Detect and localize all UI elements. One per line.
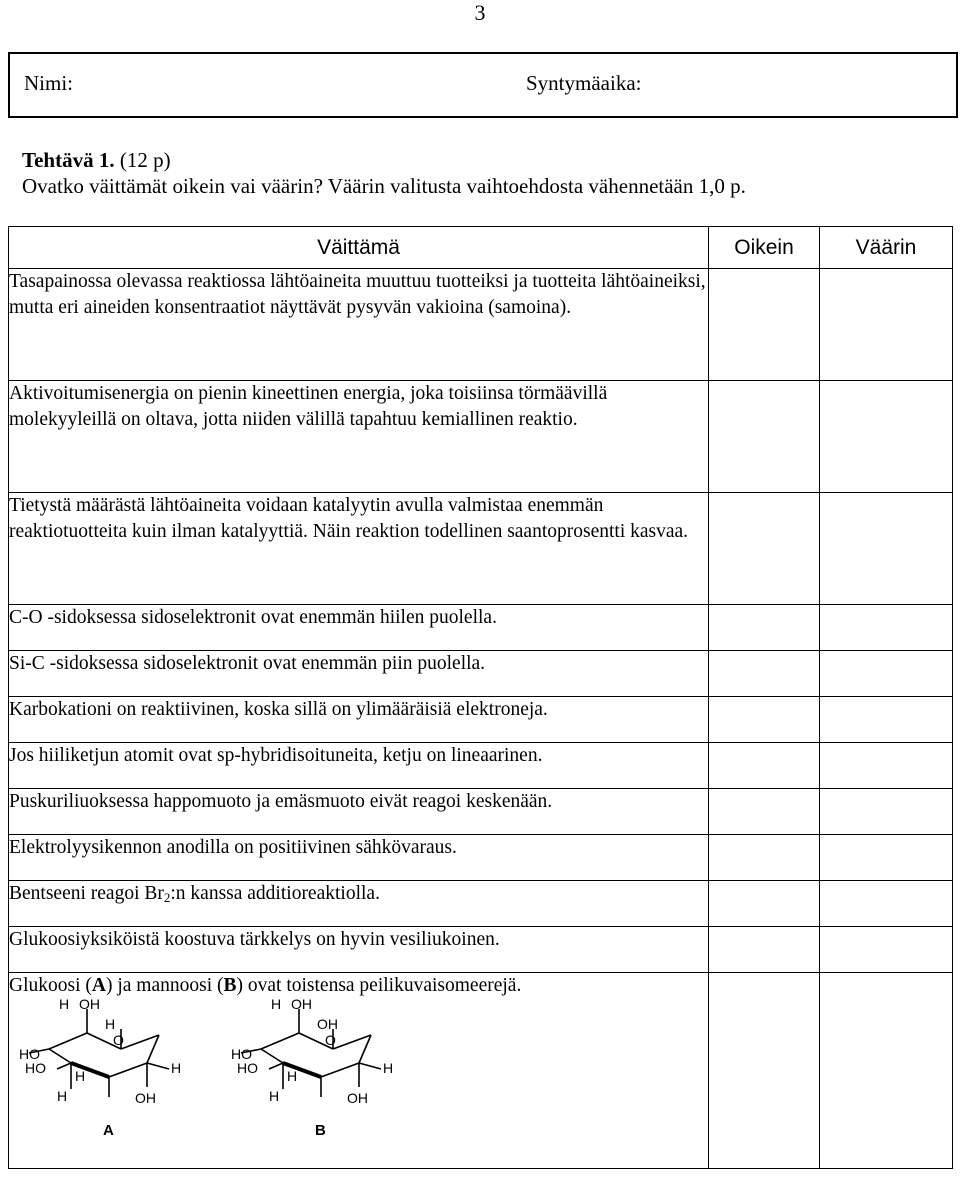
answer-true-cell[interactable] (709, 743, 820, 789)
answer-false-cell[interactable] (820, 697, 953, 743)
table-row (9, 881, 953, 927)
substituent-bond (359, 1063, 381, 1069)
atom-label: O (113, 1032, 124, 1048)
answer-true-cell[interactable] (709, 269, 820, 381)
statement-text (9, 973, 709, 1169)
statement-text: Aktivoitumisenergia on pienin kineettinen energia, joka toisiinsa törmäävillä molekyyleillä on oltava, jotta niiden välillä tapahtuu kemiallinen reaktio. (9, 381, 709, 493)
answer-true-cell[interactable] (709, 835, 820, 881)
table-row (9, 605, 953, 651)
statements-table (8, 226, 953, 1169)
statement-text: Karbokationi on reaktiivinen, koska sillä on ylimääräisiä elektroneja. (9, 697, 709, 743)
statement-text-part: Bentseeni reagoi Br (9, 883, 164, 904)
structure-b (231, 999, 393, 1139)
statement-text-part: :n kanssa additioreaktiolla. (170, 883, 380, 904)
header-false: Väärin (820, 227, 953, 269)
table-row (9, 835, 953, 881)
answer-true-cell[interactable] (709, 973, 820, 1169)
structure-letter-b: B (315, 1122, 326, 1139)
answer-true-cell[interactable] (709, 605, 820, 651)
atom-label: OH (317, 1016, 338, 1032)
answer-false-cell[interactable] (820, 743, 953, 789)
atom-label: H (57, 1088, 68, 1104)
statement-text: C-O -sidoksessa sidoselektronit ovat enemmän hiilen puolella. (9, 605, 709, 651)
substituent-bond (57, 1063, 71, 1069)
statement-text (9, 881, 709, 927)
answer-true-cell[interactable] (709, 881, 820, 927)
ring-bond (261, 1049, 283, 1063)
answer-false-cell[interactable] (820, 927, 953, 973)
task-points: (12 p) (119, 148, 171, 172)
name-label: Nimi: (24, 71, 74, 95)
statement-text-part: ) ja mannoosi ( (105, 975, 224, 996)
page-number: 3 (474, 0, 486, 25)
atom-label: OH (291, 999, 312, 1012)
task-instruction: Ovatko väittämät oikein vai väärin? Väärin valitusta vaihtoehdosta vähennetään 1,0 p. (22, 174, 746, 198)
answer-true-cell[interactable] (709, 697, 820, 743)
statement-text: Puskuriliuoksessa happomuoto ja emäsmuoto eivät reagoi keskenään. (9, 789, 709, 835)
answer-false-cell[interactable] (820, 493, 953, 605)
answer-true-cell[interactable] (709, 381, 820, 493)
atom-label: H (59, 999, 70, 1012)
substituent-bond (147, 1063, 169, 1069)
label-a: A (91, 975, 106, 996)
table-row (9, 927, 953, 973)
table-row (9, 789, 953, 835)
statement-line (9, 973, 708, 999)
header-true: Oikein (709, 227, 820, 269)
answer-true-cell[interactable] (709, 927, 820, 973)
statement-text-part: Glukoosi ( (9, 975, 92, 996)
structure-letter-a: A (103, 1122, 114, 1139)
table-row (9, 973, 953, 1169)
atom-label: H (383, 1060, 394, 1076)
table-row (9, 743, 953, 789)
task-title (22, 148, 171, 173)
answer-false-cell[interactable] (820, 381, 953, 493)
birthdate-label: Syntymäaika: (526, 71, 642, 95)
table-row (9, 269, 953, 381)
atom-label: O (325, 1032, 336, 1048)
atom-label: OH (79, 999, 100, 1012)
atom-label: OH (135, 1090, 156, 1106)
atom-label: H (269, 1088, 280, 1104)
answer-false-cell[interactable] (820, 973, 953, 1169)
answer-false-cell[interactable] (820, 789, 953, 835)
table-row (9, 651, 953, 697)
subscript: 2 (163, 890, 171, 905)
substituent-bond (269, 1063, 283, 1069)
atom-label: H (75, 1068, 86, 1084)
answer-true-cell[interactable] (709, 789, 820, 835)
answer-false-cell[interactable] (820, 269, 953, 381)
name-box (8, 52, 958, 118)
answer-false-cell[interactable] (820, 835, 953, 881)
atom-label: HO (19, 1046, 40, 1062)
ring-bond (261, 1033, 299, 1049)
header-statement: Väittämä (9, 227, 709, 269)
ring-bond (49, 1049, 71, 1063)
atom-label: H (287, 1068, 298, 1084)
table-row (9, 493, 953, 605)
statement-text-part: ) ovat toistensa peilikuvaisomeerejä. (236, 975, 522, 996)
structure-a (19, 999, 181, 1139)
table-header-row (9, 227, 953, 269)
answer-true-cell[interactable] (709, 651, 820, 697)
atom-label: H (105, 1016, 116, 1032)
statement-text: Si-C -sidoksessa sidoselektronit ovat enemmän piin puolella. (9, 651, 709, 697)
atom-label: H (271, 999, 282, 1012)
table-row (9, 697, 953, 743)
ring-bond (321, 1063, 359, 1077)
atom-label: HO (231, 1046, 252, 1062)
label-b: B (223, 975, 237, 996)
atom-label: H (171, 1060, 182, 1076)
atom-label: HO (25, 1060, 46, 1076)
statement-text: Glukoosiyksiköistä koostuva tärkkelys on hyvin vesiliukoinen. (9, 927, 709, 973)
ring-bond (109, 1063, 147, 1077)
sugar-structures (9, 999, 708, 1151)
task-number: Tehtävä 1. (22, 148, 115, 172)
table-row (9, 381, 953, 493)
answer-false-cell[interactable] (820, 881, 953, 927)
answer-false-cell[interactable] (820, 605, 953, 651)
statement-text: Jos hiiliketjun atomit ovat sp-hybridisoituneita, ketju on lineaarinen. (9, 743, 709, 789)
ring-bond (49, 1033, 87, 1049)
atom-label: OH (347, 1090, 368, 1106)
statement-text: Tietystä määrästä lähtöaineita voidaan katalyytin avulla valmistaa enemmän reaktiotuotteita kuin ilman katalyyttiä. Näin reaktion todellinen saantoprosentti kasvaa. (9, 493, 709, 605)
statement-text: Tasapainossa olevassa reaktiossa lähtöaineita muuttuu tuotteiksi ja tuotteita lähtöaineiksi, mutta eri aineiden konsentraatiot näyttävät pysyvän vakioina (samoina). (9, 269, 709, 381)
atom-label: HO (237, 1060, 258, 1076)
answer-false-cell[interactable] (820, 651, 953, 697)
answer-true-cell[interactable] (709, 493, 820, 605)
structures-svg (9, 999, 439, 1151)
statement-text: Elektrolyysikennon anodilla on positiivinen sähkövaraus. (9, 835, 709, 881)
